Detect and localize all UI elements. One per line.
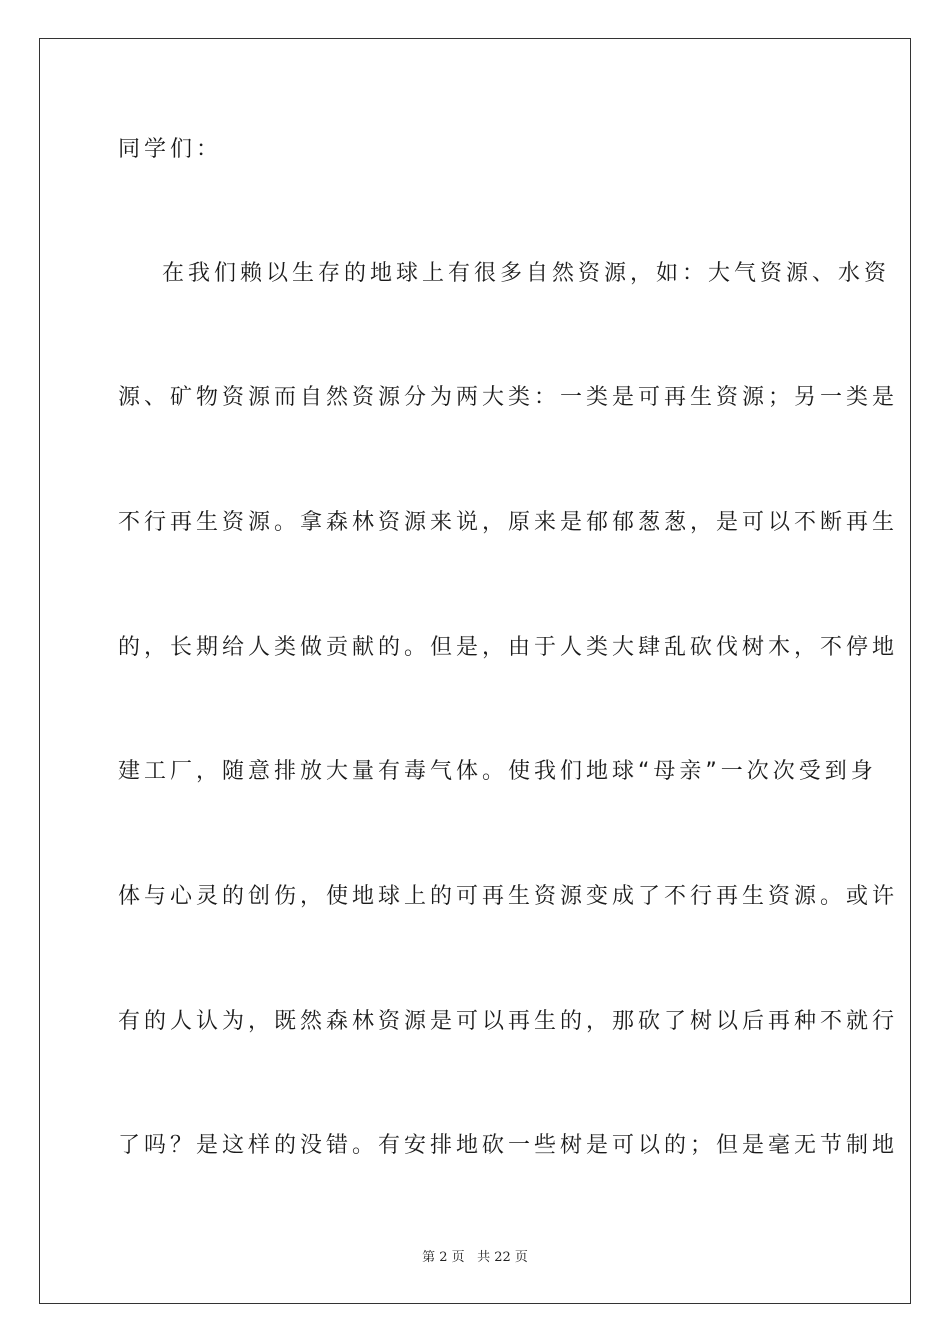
paragraph-line-5: 建工厂，随意排放大量有毒气体。使我们地球“母亲”一次次受到身 (118, 759, 877, 784)
paragraph-line-4: 的，长期给人类做贡献的。但是，由于人类大肆乱砍伐树木，不停地 (118, 635, 899, 660)
paragraph-line-6: 体与心灵的创伤，使地球上的可再生资源变成了不行再生资源。或许 (118, 884, 899, 909)
salutation: 同学们： (118, 137, 223, 162)
page-footer (0, 1246, 950, 1265)
paragraph-line-1: 在我们赖以生存的地球上有很多自然资源，如：大气资源、水资 (162, 261, 891, 286)
paragraph-line-3: 不行再生资源。拿森林资源来说，原来是郁郁葱葱，是可以不断再生 (118, 510, 899, 535)
page-total: 共 22 页 (477, 1250, 528, 1265)
page-border (39, 38, 911, 1304)
page-number: 第 2 页 (422, 1250, 465, 1265)
paragraph-line-7: 有的人认为，既然森林资源是可以再生的，那砍了树以后再种不就行 (118, 1009, 899, 1034)
paragraph-line-2: 源、矿物资源而自然资源分为两大类：一类是可再生资源；另一类是 (118, 385, 899, 410)
paragraph-line-8: 了吗？是这样的没错。有安排地砍一些树是可以的；但是毫无节制地 (118, 1133, 899, 1158)
